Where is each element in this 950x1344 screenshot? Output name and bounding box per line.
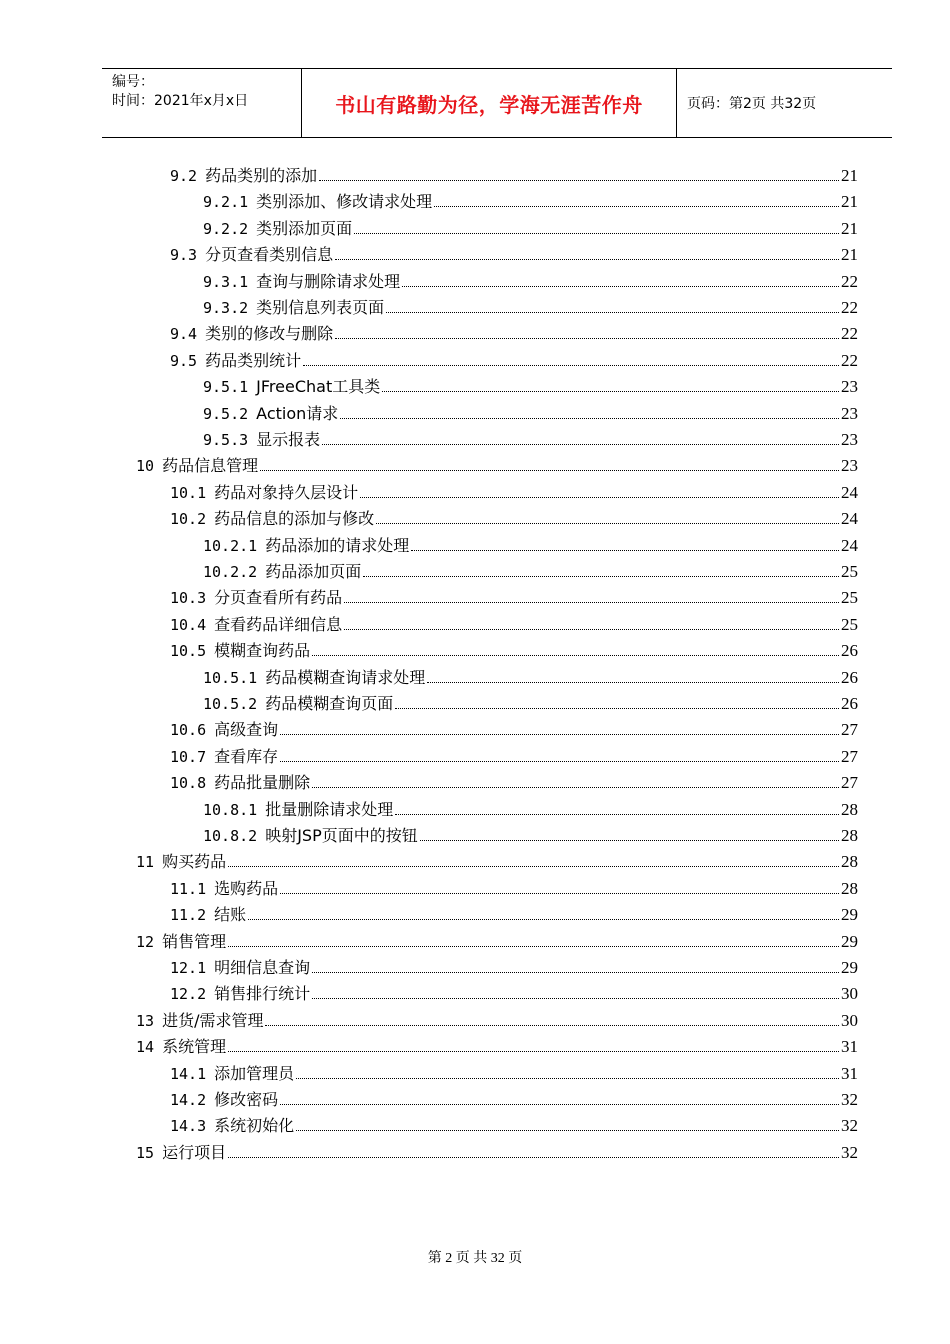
- toc-entry-number: 9.5: [170, 351, 198, 370]
- toc-entry-number: 11.2: [170, 906, 207, 925]
- toc-dot-leader: [296, 1078, 839, 1079]
- page-header: [102, 68, 892, 138]
- toc-entry[interactable]: [203, 266, 858, 292]
- toc-entry-title: 药品对象持久层设计: [214, 482, 359, 502]
- toc-entry[interactable]: [170, 714, 858, 740]
- toc-entry-title: 选购药品: [214, 878, 279, 898]
- toc-entry-number: 9.3: [170, 246, 198, 265]
- toc-entry-page: 22: [841, 350, 858, 370]
- toc-entry[interactable]: [203, 794, 858, 820]
- toc-dot-leader: [322, 444, 839, 445]
- toc-entry[interactable]: [170, 503, 858, 529]
- toc-dot-leader: [312, 787, 839, 788]
- toc-entry-number: 12.2: [170, 985, 207, 1004]
- toc-entry[interactable]: [170, 477, 858, 503]
- toc-dot-leader: [335, 338, 839, 339]
- toc-entry[interactable]: [203, 213, 858, 239]
- toc-entry-page: 28: [841, 852, 858, 872]
- toc-entry[interactable]: [203, 530, 858, 556]
- toc-entry[interactable]: [203, 820, 858, 846]
- toc-entry-title: 查看药品详细信息: [214, 614, 343, 634]
- toc-dot-leader: [312, 655, 839, 656]
- toc-entry-page: 22: [841, 324, 858, 344]
- toc-entry-title: 系统管理: [162, 1037, 227, 1057]
- number-label: 编号：: [112, 74, 154, 90]
- toc-dot-leader: [376, 523, 839, 524]
- toc-entry-number: 10.8.1: [203, 800, 258, 819]
- toc-entry-number: 11: [136, 853, 155, 872]
- toc-entry-title: 映射JSP页面中的按钮: [265, 826, 418, 845]
- toc-entry-number: 10.5.1: [203, 668, 258, 687]
- toc-entry-page: 29: [841, 958, 858, 977]
- toc-entry-title: 药品信息的添加与修改: [214, 509, 375, 529]
- toc-entry-title: 类别的修改与删除: [205, 324, 334, 344]
- toc-entry-number: 10.4: [170, 615, 207, 634]
- toc-dot-leader: [360, 497, 839, 498]
- toc-entry-title: 购买药品: [162, 852, 227, 872]
- toc-entry-page: 28: [841, 799, 858, 819]
- toc-entry-page: 32: [841, 1142, 858, 1162]
- toc-entry-title: 销售管理: [162, 931, 227, 951]
- header-motto: 书山有路勤为径，学海无涯苦作舟: [302, 69, 677, 137]
- toc-entry-title: JFreeChat工具类: [256, 377, 381, 397]
- toc-entry[interactable]: [136, 926, 858, 952]
- toc-entry-number: 9.2.2: [203, 219, 249, 238]
- header-page-label: 页码：第2页 共32页: [687, 96, 817, 112]
- toc-entry[interactable]: [136, 1005, 858, 1031]
- toc-entry[interactable]: [136, 1031, 858, 1057]
- toc-entry-title: 模糊查询药品: [214, 641, 311, 661]
- toc-dot-leader: [344, 629, 839, 630]
- toc-dot-leader: [354, 233, 839, 234]
- toc-entry-number: 9.3.1: [203, 272, 249, 291]
- toc-entry-number: 9.5.3: [203, 431, 249, 449]
- toc-entry-page: 22: [841, 298, 858, 317]
- toc-entry-page: 22: [841, 271, 858, 291]
- toc-entry-page: 25: [841, 588, 858, 608]
- toc-entry[interactable]: [203, 292, 858, 318]
- toc-entry[interactable]: [170, 1058, 858, 1084]
- toc-entry-title: 类别添加页面: [256, 218, 353, 238]
- toc-dot-leader: [344, 602, 839, 603]
- toc-entry-number: 9.2.1: [203, 193, 249, 212]
- toc-dot-leader: [420, 840, 839, 841]
- toc-entry-title: 修改密码: [214, 1090, 279, 1109]
- toc-entry-page: 30: [841, 984, 858, 1004]
- toc-entry[interactable]: [203, 662, 858, 688]
- toc-entry-number: 10: [136, 457, 155, 476]
- toc-entry-title: Action请求: [256, 403, 339, 423]
- toc-entry-number: 9.5.1: [203, 378, 249, 397]
- toc-entry-title: 高级查询: [214, 720, 279, 740]
- toc-entry-page: 31: [841, 1063, 858, 1083]
- toc-entry-page: 24: [841, 535, 858, 555]
- toc-entry-page: 21: [841, 192, 858, 212]
- toc-entry-title: 系统初始化: [214, 1116, 295, 1136]
- toc-entry-number: 10.3: [170, 589, 207, 608]
- toc-entry[interactable]: [170, 160, 858, 186]
- toc-entry-page: 24: [841, 482, 858, 502]
- toc-entry[interactable]: [170, 582, 858, 608]
- toc-entry[interactable]: [136, 1137, 858, 1163]
- toc-entry-page: 23: [841, 456, 858, 476]
- toc-entry-number: 9.2: [170, 167, 198, 185]
- toc-entry-page: 27: [841, 746, 858, 766]
- toc-entry-page: 21: [841, 166, 858, 185]
- toc-entry-page: 26: [841, 641, 858, 661]
- toc-dot-leader: [228, 1157, 839, 1158]
- toc-entry-title: 结账: [214, 905, 247, 925]
- toc-dot-leader: [248, 919, 839, 920]
- toc-entry[interactable]: [170, 767, 858, 793]
- toc-dot-leader: [228, 946, 839, 947]
- toc-entry-title: 明细信息查询: [214, 958, 311, 977]
- toc-dot-leader: [386, 312, 839, 313]
- toc-dot-leader: [363, 576, 839, 577]
- toc-entry[interactable]: [203, 556, 858, 582]
- toc-entry[interactable]: [203, 371, 858, 397]
- toc-dot-leader: [260, 470, 839, 471]
- toc-entry-title: 销售排行统计: [214, 984, 311, 1004]
- toc-entry-page: 27: [841, 720, 858, 740]
- toc-entry[interactable]: [170, 239, 858, 265]
- toc-entry[interactable]: [170, 978, 858, 1004]
- toc-entry-title: 药品添加的请求处理: [265, 535, 410, 555]
- toc-entry-title: 添加管理员: [214, 1063, 295, 1083]
- toc-entry-number: 9.5.2: [203, 404, 249, 423]
- toc-entry-page: 32: [841, 1116, 858, 1136]
- toc-entry[interactable]: [170, 345, 858, 371]
- toc-dot-leader: [319, 180, 839, 181]
- toc-entry-title: 分页查看所有药品: [214, 588, 343, 608]
- toc-entry-page: 28: [841, 878, 858, 898]
- toc-entry-title: 药品类别统计: [205, 350, 302, 370]
- time-label: 时间：2021年x月x日: [112, 93, 249, 109]
- toc-dot-leader: [395, 708, 839, 709]
- toc-entry-page: 26: [841, 694, 858, 713]
- toc-entry-page: 32: [841, 1090, 858, 1109]
- toc-dot-leader: [228, 1051, 839, 1052]
- toc-entry-number: 10.2.2: [203, 563, 258, 581]
- toc-entry-title: 批量删除请求处理: [265, 799, 394, 819]
- toc-entry-title: 药品模糊查询页面: [265, 694, 394, 713]
- toc-entry-page: 25: [841, 614, 858, 634]
- toc-entry-number: 10.2.1: [203, 536, 258, 555]
- toc-dot-leader: [280, 893, 839, 894]
- toc-entry-page: 23: [841, 377, 858, 397]
- toc-entry[interactable]: [170, 609, 858, 635]
- toc-entry-number: 13: [136, 1011, 155, 1030]
- toc-entry-number: 10.5.2: [203, 695, 258, 713]
- toc-entry-page: 25: [841, 562, 858, 581]
- toc-entry-page: 29: [841, 905, 858, 925]
- toc-entry[interactable]: [170, 952, 858, 978]
- toc-entry[interactable]: [203, 398, 858, 424]
- toc-entry[interactable]: [136, 846, 858, 872]
- toc-dot-leader: [434, 206, 839, 207]
- toc-entry-page: 23: [841, 430, 858, 449]
- toc-entry-title: 类别信息列表页面: [256, 298, 385, 317]
- toc-entry-title: 药品模糊查询请求处理: [265, 667, 426, 687]
- toc-entry-number: 10.6: [170, 721, 207, 740]
- toc-entry-number: 12: [136, 932, 155, 951]
- toc-entry-page: 30: [841, 1010, 858, 1030]
- toc-entry[interactable]: [170, 635, 858, 661]
- toc-entry-page: 21: [841, 245, 858, 265]
- toc-entry-number: 14.1: [170, 1064, 207, 1083]
- toc-entry-number: 12.1: [170, 959, 207, 977]
- toc-dot-leader: [280, 734, 839, 735]
- toc-entry-title: 药品添加页面: [265, 562, 362, 581]
- toc-dot-leader: [228, 866, 839, 867]
- header-meta: [102, 69, 302, 137]
- toc-entry[interactable]: [170, 899, 858, 925]
- toc-entry-number: 14.2: [170, 1091, 207, 1109]
- toc-entry-page: 26: [841, 667, 858, 687]
- toc-entry-page: 23: [841, 403, 858, 423]
- toc-entry-page: 24: [841, 509, 858, 529]
- toc-dot-leader: [427, 682, 839, 683]
- toc-entry-title: 查看库存: [214, 746, 279, 766]
- toc-entry-number: 9.3.2: [203, 299, 249, 317]
- toc-entry-title: 显示报表: [256, 430, 321, 449]
- toc-dot-leader: [382, 391, 839, 392]
- toc-entry[interactable]: [170, 741, 858, 767]
- toc-entry-title: 进货/需求管理: [162, 1010, 264, 1030]
- toc-entry-title: 药品信息管理: [162, 456, 259, 476]
- toc-entry-number: 10.8: [170, 774, 207, 793]
- toc-dot-leader: [265, 1025, 839, 1026]
- toc-dot-leader: [303, 365, 839, 366]
- toc-entry-number: 10.1: [170, 483, 207, 502]
- toc-entry-number: 15: [136, 1143, 155, 1162]
- toc-dot-leader: [411, 550, 839, 551]
- toc-entry-number: 10.7: [170, 747, 207, 766]
- toc-entry[interactable]: [170, 1084, 858, 1110]
- toc-dot-leader: [280, 1104, 839, 1105]
- toc-entry[interactable]: [170, 873, 858, 899]
- toc-entry-title: 查询与删除请求处理: [256, 271, 401, 291]
- toc-entry-number: 10.5: [170, 642, 207, 661]
- toc-entry-number: 14.3: [170, 1117, 207, 1136]
- toc-dot-leader: [402, 286, 839, 287]
- toc-entry-title: 药品类别的添加: [205, 166, 318, 185]
- toc-entry-page: 27: [841, 773, 858, 793]
- toc-dot-leader: [296, 1130, 839, 1131]
- toc-entry[interactable]: [203, 424, 858, 450]
- toc-entry-page: 31: [841, 1037, 858, 1057]
- toc-entry-title: 分页查看类别信息: [205, 245, 334, 265]
- toc-dot-leader: [395, 814, 839, 815]
- toc-entry-title: 类别添加、修改请求处理: [256, 192, 433, 212]
- toc-entry-number: 10.8.2: [203, 827, 258, 845]
- toc-dot-leader: [335, 259, 839, 260]
- toc-entry[interactable]: [203, 186, 858, 212]
- toc-entry-number: 9.4: [170, 325, 198, 344]
- toc-entry-page: 28: [841, 826, 858, 845]
- toc-entry[interactable]: [136, 450, 858, 476]
- toc-dot-leader: [312, 972, 839, 973]
- toc-dot-leader: [340, 418, 839, 419]
- toc-entry[interactable]: [170, 1110, 858, 1136]
- toc-entry[interactable]: [203, 688, 858, 714]
- toc-entry-page: 29: [841, 931, 858, 951]
- toc-dot-leader: [280, 761, 839, 762]
- toc-entry-title: 药品批量删除: [214, 773, 311, 793]
- toc-dot-leader: [312, 998, 839, 999]
- page-footer: 第 2 页 共 32 页: [427, 1251, 523, 1266]
- toc-entry-number: 11.1: [170, 879, 207, 898]
- toc-entry-number: 10.2: [170, 510, 207, 529]
- toc-entry-title: 运行项目: [162, 1142, 227, 1162]
- toc-entry-page: 21: [841, 218, 858, 238]
- toc-entry[interactable]: [170, 318, 858, 344]
- toc-entry-number: 14: [136, 1038, 155, 1057]
